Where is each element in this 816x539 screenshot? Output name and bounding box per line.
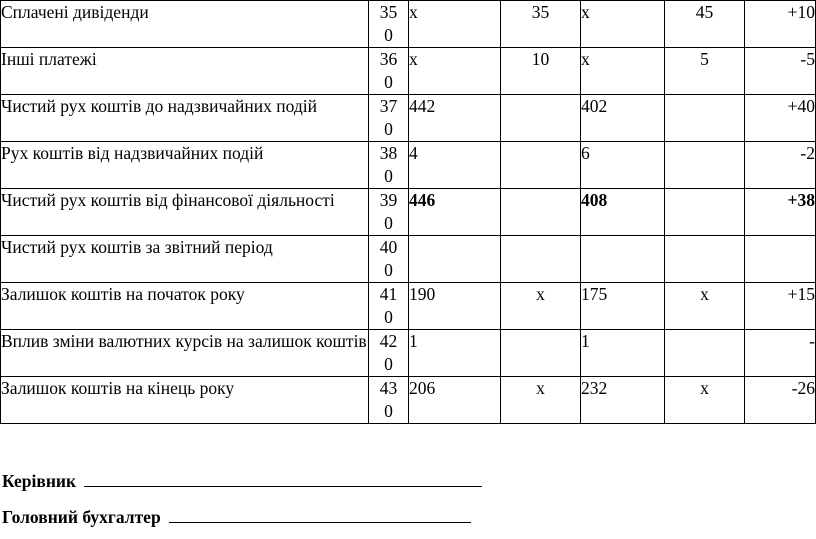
row-value-cell: x bbox=[665, 377, 745, 424]
row-value-cell bbox=[581, 236, 665, 283]
row-code-part: 0 bbox=[384, 307, 393, 327]
row-value-cell bbox=[501, 189, 581, 236]
row-value-cell: x bbox=[501, 283, 581, 330]
row-value-cell: 4 bbox=[409, 142, 501, 189]
table-body bbox=[1, 1, 816, 424]
row-value-cell bbox=[409, 236, 501, 283]
row-name-cell: Вплив зміни валютних курсів на залишок коштів bbox=[1, 330, 369, 377]
row-value-cell: +40 bbox=[745, 95, 816, 142]
row-value-cell: 1 bbox=[581, 330, 665, 377]
row-code-part: 39 bbox=[379, 190, 398, 210]
row-value-cell: 190 bbox=[409, 283, 501, 330]
row-value-cell: 6 bbox=[581, 142, 665, 189]
row-value-cell bbox=[501, 330, 581, 377]
row-value-cell: 45 bbox=[665, 1, 745, 48]
row-value-cell: +15 bbox=[745, 283, 816, 330]
row-code-cell bbox=[369, 189, 409, 236]
accountant-label: Головний бухгалтер bbox=[2, 507, 161, 527]
row-code-cell bbox=[369, 142, 409, 189]
row-code-part: 35 bbox=[379, 2, 398, 22]
row-code-part: 40 bbox=[379, 237, 398, 257]
head-signature-line bbox=[2, 470, 482, 492]
row-value-cell: -26 bbox=[745, 377, 816, 424]
row-value-cell: 232 bbox=[581, 377, 665, 424]
row-value-cell: -5 bbox=[745, 48, 816, 95]
table-row bbox=[1, 48, 816, 95]
row-value-cell: x bbox=[581, 1, 665, 48]
row-code-part: 0 bbox=[384, 354, 393, 374]
row-value-cell: x bbox=[581, 48, 665, 95]
row-code-part: 38 bbox=[379, 143, 398, 163]
table-row bbox=[1, 377, 816, 424]
row-code-cell bbox=[369, 377, 409, 424]
row-value-cell bbox=[665, 236, 745, 283]
row-value-cell: 175 bbox=[581, 283, 665, 330]
row-code-part: 43 bbox=[379, 378, 398, 398]
row-value-cell bbox=[665, 330, 745, 377]
row-code-part: 42 bbox=[379, 331, 398, 351]
accountant-signature-line bbox=[2, 506, 471, 528]
row-value-cell: 10 bbox=[501, 48, 581, 95]
row-code-part: 0 bbox=[384, 119, 393, 139]
row-value-cell bbox=[665, 189, 745, 236]
row-name-cell: Чистий рух коштів до надзвичайних подій bbox=[1, 95, 369, 142]
row-value-cell: - bbox=[745, 330, 816, 377]
row-value-cell: 442 bbox=[409, 95, 501, 142]
row-value-cell bbox=[665, 142, 745, 189]
table-row bbox=[1, 236, 816, 283]
row-code-cell bbox=[369, 236, 409, 283]
row-value-cell bbox=[501, 95, 581, 142]
table-row bbox=[1, 142, 816, 189]
row-code-part: 0 bbox=[384, 72, 393, 92]
row-name-cell: Сплачені дивіденди bbox=[1, 1, 369, 48]
row-value-cell: 1 bbox=[409, 330, 501, 377]
row-value-cell bbox=[501, 142, 581, 189]
row-name-cell: Чистий рух коштів за звітний період bbox=[1, 236, 369, 283]
row-name-cell: Чистий рух коштів від фінансової діяльності bbox=[1, 189, 369, 236]
row-name-cell: Залишок коштів на початок року bbox=[1, 283, 369, 330]
row-code-cell bbox=[369, 48, 409, 95]
row-name-cell: Рух коштів від надзвичайних подій bbox=[1, 142, 369, 189]
row-value-cell: 446 bbox=[409, 189, 501, 236]
row-value-cell: -2 bbox=[745, 142, 816, 189]
row-code-cell bbox=[369, 1, 409, 48]
row-code-part: 41 bbox=[379, 284, 398, 304]
row-code-cell bbox=[369, 330, 409, 377]
table-row bbox=[1, 330, 816, 377]
row-value-cell: 206 bbox=[409, 377, 501, 424]
row-value-cell: 408 bbox=[581, 189, 665, 236]
row-value-cell bbox=[501, 236, 581, 283]
row-code-part: 0 bbox=[384, 213, 393, 233]
table-row bbox=[1, 283, 816, 330]
row-code-part: 0 bbox=[384, 25, 393, 45]
row-code-part: 0 bbox=[384, 166, 393, 186]
row-code-part: 36 bbox=[379, 49, 398, 69]
table-row bbox=[1, 1, 816, 48]
row-value-cell: x bbox=[409, 1, 501, 48]
row-value-cell bbox=[665, 95, 745, 142]
table-row bbox=[1, 95, 816, 142]
head-signature-blank bbox=[84, 470, 482, 487]
row-value-cell: x bbox=[665, 283, 745, 330]
row-code-part: 37 bbox=[379, 96, 398, 116]
table-row bbox=[1, 189, 816, 236]
row-name-cell: Інші платежі bbox=[1, 48, 369, 95]
head-label: Керівник bbox=[2, 471, 77, 491]
row-value-cell: 5 bbox=[665, 48, 745, 95]
row-code-part: 0 bbox=[384, 401, 393, 421]
accountant-signature-blank bbox=[169, 506, 471, 523]
row-code-cell bbox=[369, 283, 409, 330]
row-value-cell: +38 bbox=[745, 189, 816, 236]
row-value-cell: 402 bbox=[581, 95, 665, 142]
row-value-cell: x bbox=[501, 377, 581, 424]
row-value-cell: 35 bbox=[501, 1, 581, 48]
row-value-cell: x bbox=[409, 48, 501, 95]
row-name-cell: Залишок коштів на кінець року bbox=[1, 377, 369, 424]
row-value-cell: +10 bbox=[745, 1, 816, 48]
row-code-cell bbox=[369, 95, 409, 142]
row-value-cell bbox=[745, 236, 816, 283]
row-code-part: 0 bbox=[384, 260, 393, 280]
